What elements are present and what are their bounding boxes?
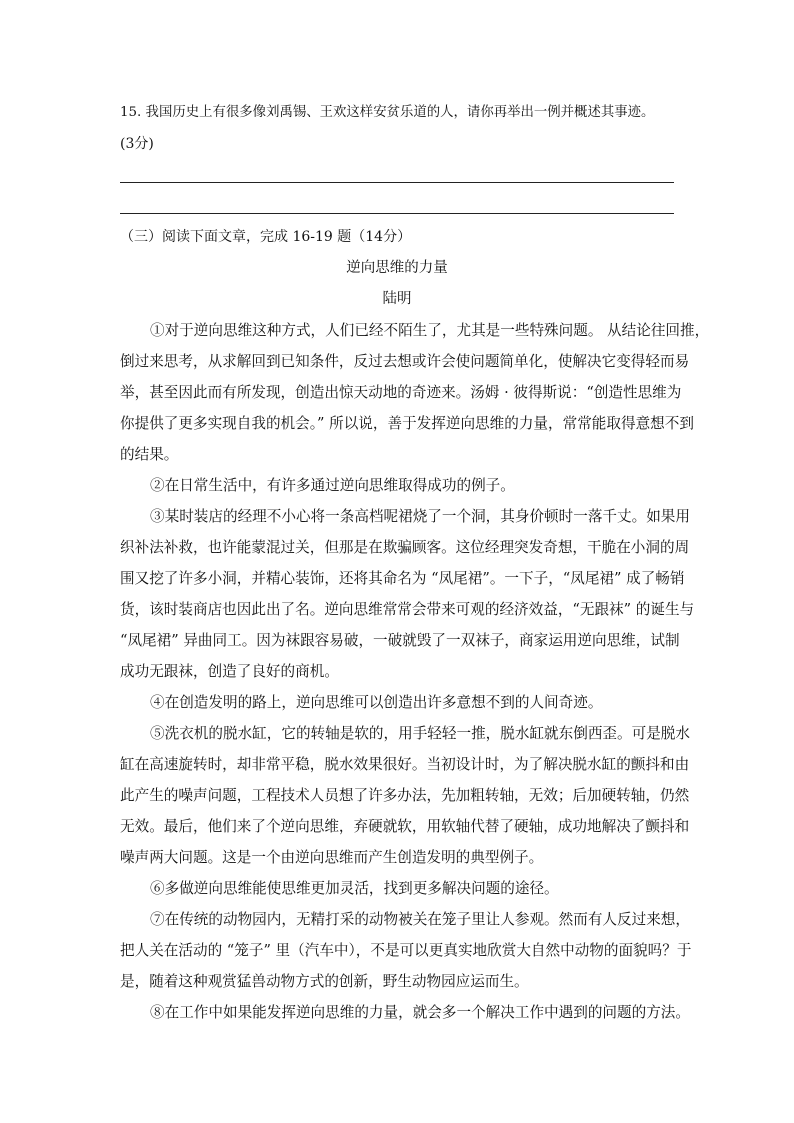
article-title: 逆向思维的力量 xyxy=(346,260,448,276)
paragraph-line: ③某时装店的经理不小心将一条高档呢裙烧了一个洞，其身价顿时一落千丈。如果用 xyxy=(150,508,690,525)
paragraph-line: 成功无跟袜，创造了良好的商机。 xyxy=(120,663,339,680)
paragraph-5 xyxy=(120,718,690,873)
paragraph-6 xyxy=(120,873,680,904)
paragraph-line: ⑦在传统的动物园内，无精打采的动物被关在笼子里让人参观。然而有人反过来想， xyxy=(150,911,690,928)
paragraph-line: ①对于逆向思维这种方式，人们已经不陌生了，尤其是一些特殊问题。 从结论往回推， xyxy=(150,322,710,339)
paragraph-line: 围又挖了许多小洞，并精心装饰，还将其命名为 “凤尾裙”。一下子，“凤尾裙” 成了畅销 xyxy=(120,570,685,587)
paragraph-line: ⑤洗衣机的脱水缸，它的转轴是软的，用手轻轻一推，脱水缸就东倒西歪。可是脱水 xyxy=(150,725,690,742)
paragraph-line: 的结果。 xyxy=(120,446,179,463)
paragraph-1 xyxy=(120,315,710,470)
paragraph-line: 织补法补救，也许能蒙混过关，但那是在欺骗顾客。这位经理突发奇想，干脆在小洞的周 xyxy=(120,539,690,556)
article-body xyxy=(120,315,710,1028)
answer-line-2 xyxy=(120,213,674,214)
paragraph-line: 倒过来思考，从求解回到已知条件，反过去想或许会使问题简单化，使解决它变得轻而易 xyxy=(120,353,690,370)
paragraph-line: ⑧在工作中如果能发挥逆向思维的力量，就会多一个解决工作中遇到的问题的方法。 xyxy=(150,1004,690,1021)
paragraph-line: ④在创造发明的路上，逆向思维可以创造出许多意想不到的人间奇迹。 xyxy=(150,694,603,711)
paragraph-4 xyxy=(120,687,680,718)
paragraph-line: 无效。最后，他们来了个逆向思维，弃硬就软，用软轴代替了硬轴，成功地解决了颤抖和 xyxy=(120,818,690,835)
paragraph-2 xyxy=(120,470,680,501)
section-heading: （三）阅读下面文章，完成 16-19 题（14分） xyxy=(120,229,412,245)
paragraph-line: 缸在高速旋转时，却非常平稳，脱水效果很好。当初设计时，为了解决脱水缸的颤抖和由 xyxy=(120,756,690,773)
article-author: 陆明 xyxy=(382,291,412,307)
answer-line-1 xyxy=(120,182,674,183)
paragraph-line: 你提供了更多实现自我的机会。” 所以说，善于发挥逆向思维的力量，常常能取得意想不到 xyxy=(120,415,694,432)
paragraph-line: 举，甚至因此而有所发现，创造出惊天动地的奇迹来。汤姆 · 彼得斯说：“创造性思维为 xyxy=(120,384,682,401)
paragraph-line: 噪声两大问题。这是一个由逆向思维而产生创造发明的典型例子。 xyxy=(120,849,544,866)
paragraph-8 xyxy=(120,997,690,1028)
question-15-score: (3分) xyxy=(120,136,154,152)
paragraph-3 xyxy=(120,501,695,687)
paragraph-line: ⑥多做逆向思维能使思维更加灵活，找到更多解决问题的途径。 xyxy=(150,880,559,897)
paragraph-line: 是，随着这种观赏猛兽动物方式的创新，野生动物园应运而生。 xyxy=(120,973,529,990)
paragraph-line: “凤尾裙” 异曲同工。因为袜跟容易破，一破就毁了一双袜子，商家运用逆向思维，试制 xyxy=(120,632,680,649)
question-15-text: 15. 我国历史上有很多像刘禹锡、王欢这样安贫乐道的人，请你再举出一例并概述其事迹。 xyxy=(120,105,655,120)
paragraph-line: 此产生的噪声问题，工程技术人员想了许多办法，先加粗转轴，无效；后加硬转轴，仍然 xyxy=(120,787,690,804)
paragraph-7 xyxy=(120,904,692,997)
paragraph-line: 货，该时装商店也因此出了名。逆向思维常常会带来可观的经济效益，“无跟袜” 的诞生与 xyxy=(120,601,695,618)
paragraph-line: 把人关在活动的 “笼子” 里（汽车中），不是可以更真实地欣赏大自然中动物的面貌吗？于 xyxy=(120,942,692,959)
paragraph-line: ②在日常生活中，有许多通过逆向思维取得成功的例子。 xyxy=(150,477,515,494)
